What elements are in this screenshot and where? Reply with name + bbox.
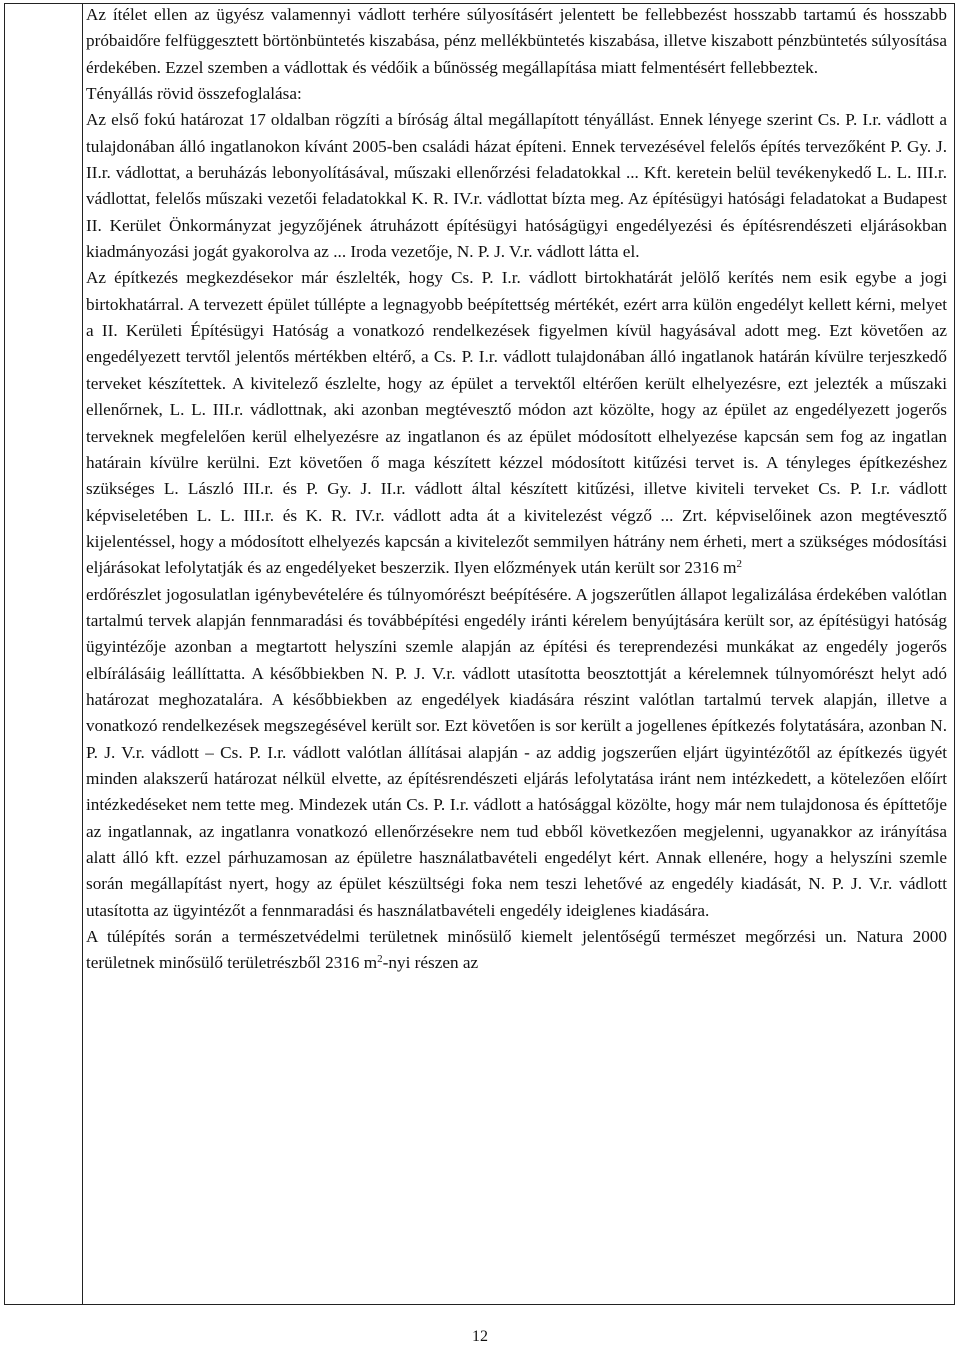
paragraph-appeal: Az ítélet ellen az ügyész valamennyi vádlott terhére súlyosításért jelentett be fellebbezést hosszabb tartamú és hosszabb próbaidőre felfüggesztett börtönbüntetés kiszabása, pénz mellékbüntetés kiszabása, illetve kiszabott pénzbüntetés súlyosítása érdekében. Ezzel szemben a vádlottak és védőik a bűnösség megállapítása miatt felmentésért fellebbeztek. [86,5,947,77]
superscript-2: 2 [736,558,742,571]
paragraph-heading-facts: Tényállás rövid összefoglalása: [86,84,302,104]
paragraph-legalization: erdőrészlet jogosulatlan igénybevételére és túlnyomórészt beépítésére. A jogszerűtlen állapot legalizálása érdekében valótlan tartalmú tervek alapján fennmaradási és továbbépítési engedély iránti kérelem benyújtására került sor, az építésügyi hatóság ügyintézője azonban a megtartott helyszíni szemle alapján az építési és tereprendezési munkákat az engedély jogerős elbírálásáig leállíttatta. A későbbiekben N. P. J. V.r. vádlott utasította beosztottját a kérelemnek túlnyomórészt helyt adó határozat meghozatalára. A későbbiekben az engedélyek kiadására részint valótlan tartalmú tervek alapján, illetve a vonatkozó rendelkezések megszegésével került sor. Ezt követően is sor került a jogellenes építkezés folytatására, azonban N. P. J. V.r. vádlott – Cs. P. I.r. vádlott valótlan állításai alapján - az addig jogszerűen eljárt ügyintézőtől az építkezés ügyét minden alakszerű határozat nélkül elvette, az építésrendészeti eljárás lefolytatása iránt nem intézkedett, a kötelezően előírt intézkedéseket nem tette meg. Mindezek után Cs. P. I.r. vádlott a hatósággal közölte, hogy már nem tulajdonosa és építtetője az ingatlannak, az ingatlanra vonatkozó ellenőrzésekre nem tud ebből következően megjelenni, ugyanakkor az irányítása alatt álló kft. ezzel párhuzamosan az épületre használatbavételi engedélyt kért. Annak ellenére, hogy a helyszíni szemle során megállapítást nyert, hogy az épület készültségi foka nem teszi lehetővé az engedély kiadását, N. P. J. V.r. vádlott utasította az ügyintézőt a fennmaradási és használatbavételi engedély ideiglenes kiadására. [86,584,947,920]
paragraph-construction [86,265,947,581]
superscript-2b: 2 [377,953,383,966]
page-number: 12 [472,1328,488,1345]
document-body [86,2,947,977]
paragraph-natura-tail: -nyi részen az [382,953,479,973]
paragraph-natura [86,924,947,977]
paragraph-construction-text: Az építkezés megkezdésekor már észlelték, hogy Cs. P. I.r. vádlott birtokhatárát jelölő kerítés nem esik egybe a jogi birtokhatárral. A tervezett épület túllépte a legnagyobb beépítettség mértékét, ezért arra külön engedélyt kellett kérni, melyet a II. Kerületi Építésügyi Hatóság a vonatkozó rendelkezések figyelmen kívül hagyásával adott meg. Ezt követően az engedélyezett tervtől jelentős mértékben eltérő, a Cs. P. I.r. vádlott tulajdonában álló ingatlanok határán kívülre terjeszkedő terveket készítettek. A kivitelező észlelte, hogy az épület a tervektől eltérően került elhelyezésre, ezt jelezték a műszaki ellenőrnek, L. L. III.r. vádlottnak, aki azonban megtévesztő módon azt közölte, hogy az épület az engedélyezett jogerős terveknek megfelelően kerül elhelyezésre az ingatlanon és az épület módosított elhelyezése kapcsán sem fog az ingatlan határain kívülre kerülni. Ezt követően ő maga készített kézzel módosított kitűzési tervet is. A tényleges építkezéshez szükséges L. László III.r. és P. Gy. J. II.r. vádlott által készített kitűzési, illetve kiviteli terveket Cs. P. I.r. vádlott képviseletében L. L. III.r. és K. R. IV.r. vádlott adta át a kivitelezést végző ... Zrt. képviselőinek azon megtévesztő kijelentéssel, hogy a módosított elhelyezés kapcsán a kivitelezőt semmilyen hátrány nem érheti, mert a szükséges módosítási eljárásokat lefolytatják és az engedélyeket beszerzik. Ilyen előzmények után került sor 2316 m [86,268,947,578]
paragraph-natura-text: A túlépítés során a természetvédelmi területnek minősülő kiemelt jelentőségű természet megőrzési un. Natura 2000 területnek minősülő területrészből 2316 m [86,927,947,973]
table-left-column [5,4,83,1304]
paragraph-first-instance: Az első fokú határozat 17 oldalban rögzíti a bíróság által megállapított tényállást. Ennek lényege szerint Cs. P. I.r. vádlott a tulajdonában álló ingatlanokon kívánt 2005-ben családi házat építeni. Ennek tervezésével felelős építés tervezőként P. Gy. J. II.r. vádlottat, a beruházás lebonyolításával, műszaki ellenőrzési feladatokkal ... Kft. keretein belül tevékenykedő L. L. III.r. vádlottat, felelős műszaki vezetői feladatokkal K. R. IV.r. vádlottat bízta meg. Az építésügyi hatósági feladatokat a Budapest II. Kerület Önkormányzat jegyzőjének átruházott építésügyi hatóságügyi engedélyezési és építésrendészeti eljárásokban kiadmányozási jogát gyakorolva az ... Iroda vezetője, N. P. J. V.r. vádlott látta el. [86,110,947,262]
